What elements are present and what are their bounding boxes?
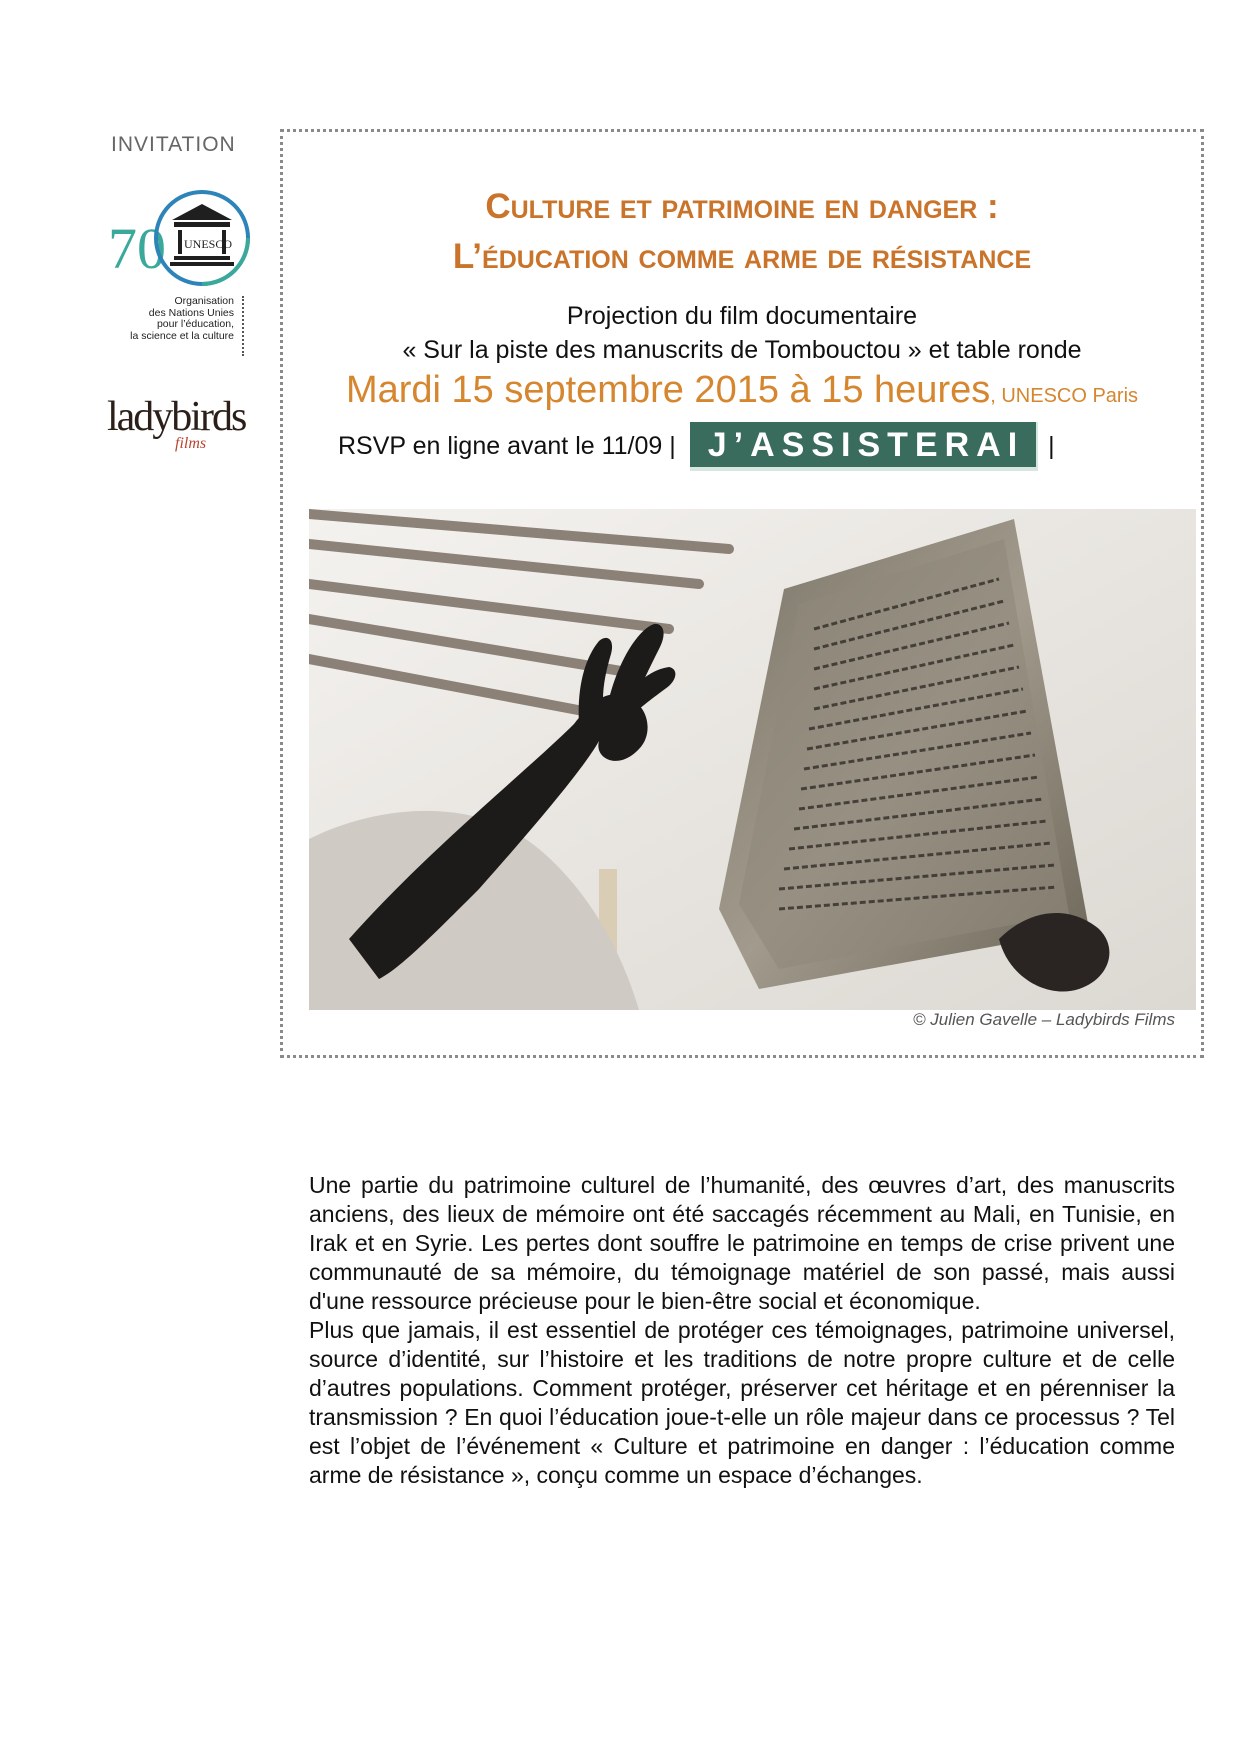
- org-line: Organisation: [174, 295, 234, 307]
- rsvp-attend-button[interactable]: J’ASSISTERAI: [690, 422, 1038, 471]
- films-wordmark-icon: films: [175, 435, 207, 452]
- ladybirds-wordmark-icon: ladybirds: [107, 394, 246, 440]
- event-title-line-1: Culture et patrimoine en danger :: [485, 187, 999, 226]
- rsvp-text: RSVP en ligne avant le 11/09 |: [338, 431, 676, 460]
- seventy-numeral-icon: 70: [108, 216, 166, 281]
- subtitle-line-1: Projection du film documentaire: [566, 302, 918, 330]
- rsvp-line: [338, 419, 1055, 473]
- unesco-wordmark-icon: UNESCO: [184, 237, 233, 251]
- dotted-divider: [242, 296, 246, 356]
- org-line: des Nations Unies: [148, 306, 234, 319]
- org-line: la science et la culture: [130, 329, 234, 342]
- body-text: [309, 1171, 1175, 1490]
- event-title-line-2: L’éducation comme arme de résistance: [452, 237, 1032, 276]
- date-main: Mardi 15 septembre 2015 à 15 heures: [345, 369, 991, 411]
- org-line: pour l’éducation,: [156, 318, 234, 330]
- manuscript-photo: [309, 509, 1196, 1010]
- body-paragraph-1: Une partie du patrimoine culturel de l’humanité, des œuvres d’art, des manuscrits anciens, des lieux de mémoire ont été saccagés récemment au Mali, en Tunisie, en Irak et en Syrie. Les pertes dont souffre le patrimoine en temps de crise privent une communauté de sa mémoire, du témoignage matériel de son passé, mais aussi d'une ressource précieuse pour le bien-être social et économique.: [309, 1172, 1175, 1314]
- event-date: [280, 369, 1204, 412]
- photo-credit: © Julien Gavelle – Ladybirds Films: [913, 1010, 1175, 1029]
- body-paragraph-2: Plus que jamais, il est essentiel de protéger ces témoignages, patrimoine universel, source d’identité, sur l’histoire et les traditions de notre propre culture et de celle d’autres populations. Comment protéger, préserver cet héritage et en pérenniser la transmission ? En quoi l’éducation joue-t-elle un rôle majeur dans ce processus ? Tel est l’objet de l’événement « Culture et patrimoine en danger : l’éducation comme arme de résistance », conçu comme un espace d’échanges.: [309, 1317, 1175, 1488]
- invitation-label: INVITATION: [111, 133, 236, 156]
- ladybirds-films-logo: [105, 388, 275, 458]
- subtitle-line-2: « Sur la piste des manuscrits de Tombouctou » et table ronde: [402, 336, 1082, 364]
- date-place: , UNESCO Paris: [990, 385, 1139, 407]
- unesco-org-name: [104, 296, 234, 342]
- rsvp-end-separator: |: [1048, 431, 1055, 460]
- event-subtitle: [280, 299, 1204, 367]
- event-title: [280, 182, 1204, 282]
